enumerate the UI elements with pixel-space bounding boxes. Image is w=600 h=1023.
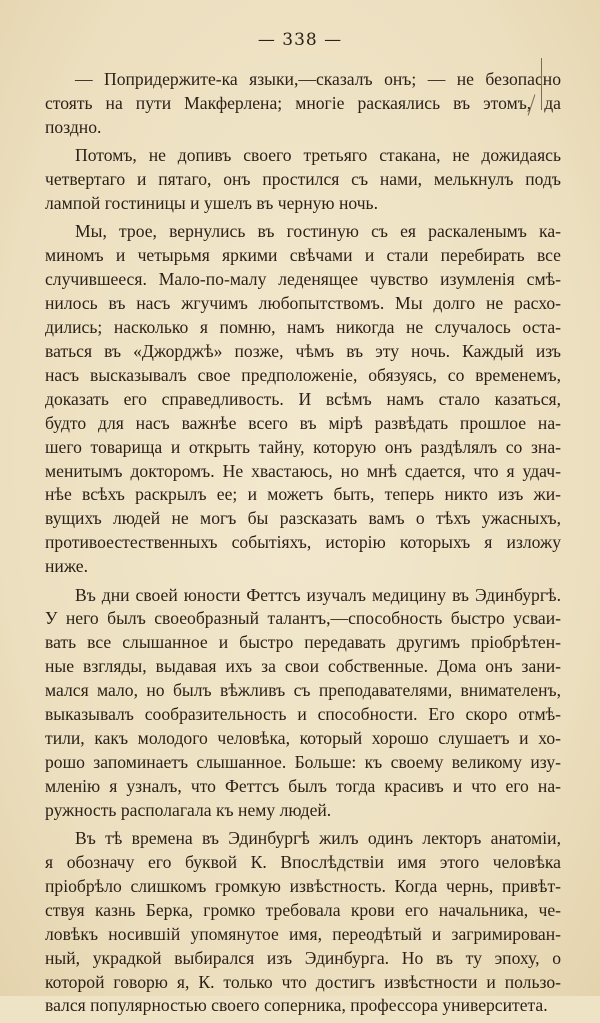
text-line: ловѣкъ носившій упомянутое имя, переодѣтый и загримирован- — [45, 923, 561, 944]
text-line: — Попридержите-ка языки,—сказалъ онъ; — не безопасно — [75, 69, 561, 89]
text-line: рошо запоминаетъ слышанное. Больше: къ своему великому изу- — [45, 751, 561, 772]
text-line: поздно. — [45, 116, 102, 137]
paragraph — [45, 144, 561, 216]
text-line: ствуя казнь Берка, громко требовала крови его начальника, че- — [45, 899, 561, 920]
paragraph — [45, 68, 561, 140]
text-line: ружность располагала къ нему людей. — [45, 799, 332, 820]
text-line: вался популярностью своего соперника, профессора университета. — [45, 995, 548, 1016]
text-line: миномъ и четырьмя яркими свѣчами и стали перебирать все — [45, 245, 561, 266]
text-line: Мы, трое, вернулись въ гостиную съ ея раскаленымъ ка- — [75, 221, 561, 242]
text-line: ные взгляды, выдавая ихъ за свои собственные. Дома онъ зани- — [45, 656, 561, 677]
text-line: выказывалъ сообразительность и способности. Его скоро отмѣ- — [45, 704, 561, 725]
paragraph — [45, 584, 561, 823]
page-number: — 338 — — [257, 30, 343, 50]
text-line: Въ дни своей юности Феттсъ изучалъ медицину въ Эдинбургѣ. — [75, 584, 561, 605]
paragraph — [45, 220, 561, 579]
text-line: дились; насколько я помню, намъ никогда не случалось оста- — [45, 317, 561, 338]
text-line: противоестественныхъ событіяхъ, исторію которыхъ я изложу — [45, 532, 561, 553]
text-line: тили, какъ молодого человѣка, который хорошо слушаетъ и хо- — [45, 727, 561, 748]
text-line: ваться въ «Джорджѣ» позже, чѣмъ въ эту ночь. Каждый изъ — [45, 340, 561, 361]
text-line: будто для насъ важнѣе всего въ мірѣ развѣдать прошлое на- — [45, 412, 561, 433]
text-line: мался мало, но былъ вѣжливъ съ преподавателями, внимателенъ, — [45, 680, 561, 701]
paragraph — [45, 827, 561, 1018]
text-line: нилось въ насъ жгучимъ любопытствомъ. Мы долго не расхо- — [45, 293, 561, 314]
text-line: стоять на пути Макферлена; многіе раскаялись въ этомъ, да — [45, 92, 561, 113]
margin-pencil-mark — [541, 58, 542, 110]
text-line: я обозначу его буквой К. Впослѣдствіи имя этого человѣка — [45, 852, 561, 872]
text-line: насъ высказывалъ свое предположеніе, обязуясь, со временемъ, — [45, 364, 561, 385]
text-line: нѣе всѣхъ раскрылъ ее; и можетъ быть, теперь никто изъ жи- — [45, 484, 561, 505]
text-line: мленію я узналъ, что Феттсъ былъ тогда красивъ и что его на- — [45, 775, 561, 796]
text-line: ниже. — [45, 556, 88, 577]
page-text — [45, 68, 561, 1023]
text-line: Потомъ, не допивъ своего третьяго стакана, не дожидаясь — [75, 145, 561, 166]
text-line: ный, украдкой выбирался изъ Эдинбурга. Но въ ту эпоху, о — [45, 947, 561, 968]
text-line: лампой гостиницы и ушелъ въ черную ночь. — [45, 193, 378, 214]
text-line: пріобрѣло слишкомъ громкую извѣстность. Когда чернь, привѣт- — [45, 875, 561, 896]
text-line: менитымъ докторомъ. Не хвастаюсь, но мнѣ сдается, что я удач- — [45, 460, 561, 481]
text-line: которой говорю я, К. только что достигъ извѣстности и пользо- — [45, 971, 561, 992]
text-line: четвертаго и пятаго, онъ простился съ нами, мелькнулъ подъ — [45, 169, 561, 190]
text-line: Въ тѣ времена въ Эдинбургѣ жилъ одинъ лекторъ анатоміи, — [75, 828, 561, 849]
text-line: У него былъ своеобразный талантъ,—способность быстро усваи- — [45, 608, 561, 629]
text-line: случившееся. Мало-по-малу леденящее чувство изумленія смѣ- — [45, 269, 561, 290]
text-line: вать все слышанное и быстро передавать другимъ пріобрѣтен- — [45, 632, 561, 653]
text-line: вущихъ людей не могъ бы разсказать вамъ о тѣхъ ужасныхъ, — [45, 508, 561, 529]
text-line: шего товарища и открыть тайну, которую онъ раздѣлялъ со зна- — [45, 436, 561, 457]
text-line: доказать его справедливость. И всѣмъ намъ стало казаться, — [45, 388, 561, 409]
